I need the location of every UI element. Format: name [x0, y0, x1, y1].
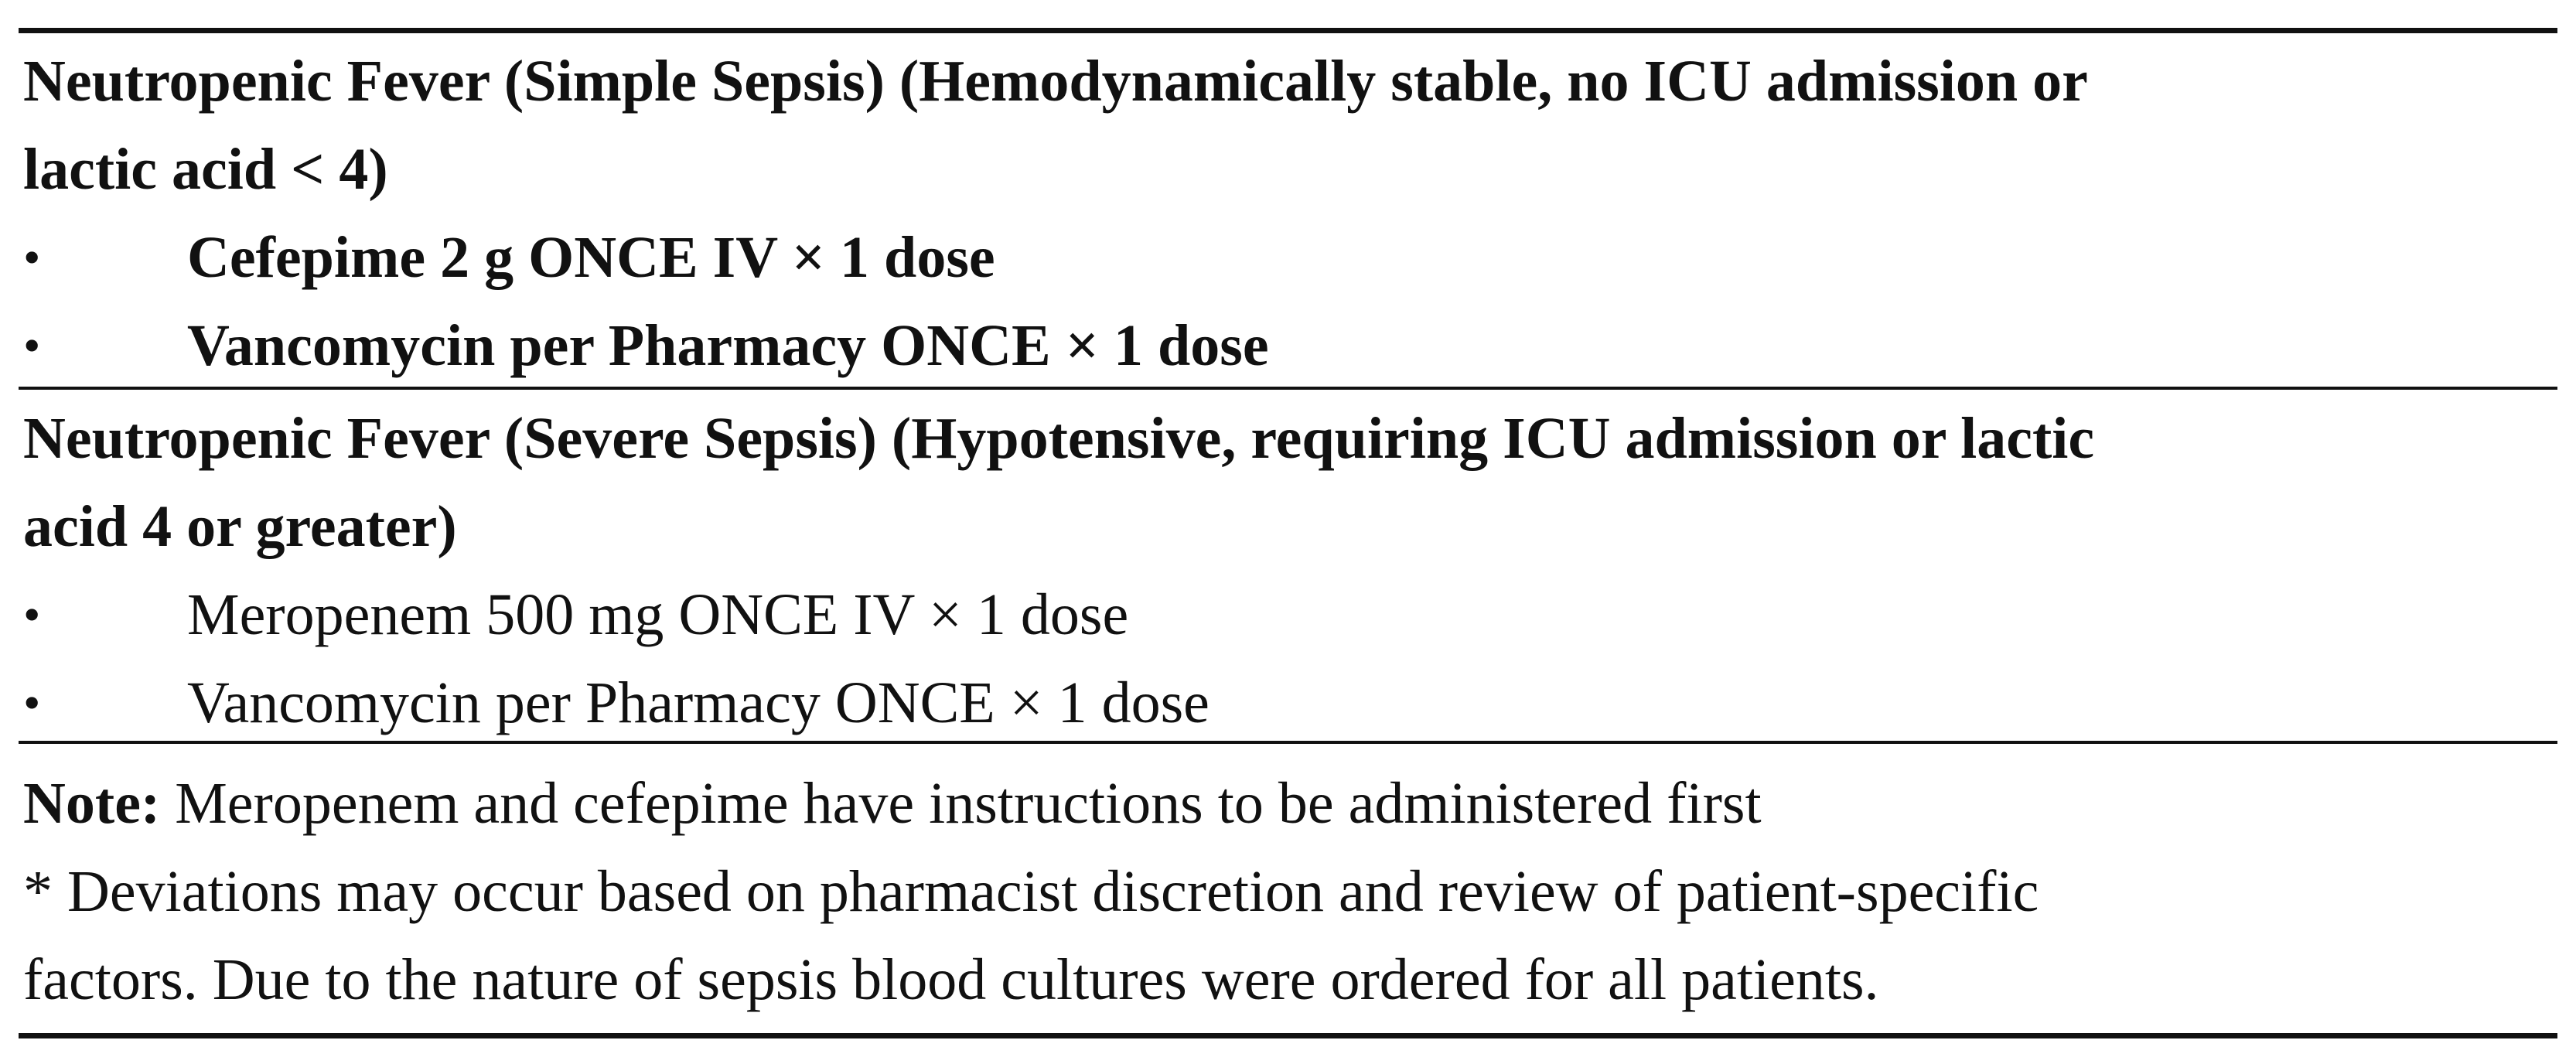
protocol-table [19, 0, 2557, 1064]
bottom-rule [19, 1033, 2557, 1038]
section-divider [19, 741, 2557, 744]
severe-sepsis-heading-line-1: Neutropenic Fever (Severe Sepsis) (Hypotensive, requiring ICU admission or lactic [23, 406, 2095, 471]
bullet-icon: • [23, 587, 41, 642]
bullet-icon: • [23, 675, 41, 730]
footnote-line-1: * Deviations may occur based on pharmacist discretion and review of patient-specific [23, 859, 2039, 924]
bullet-icon: • [23, 230, 41, 285]
bullet-icon: • [23, 318, 41, 373]
severe-sepsis-item-meropenem: Meropenem 500 mg ONCE IV × 1 dose [187, 582, 1129, 647]
note-line [23, 761, 1762, 846]
footnote-line-2: factors. Due to the nature of sepsis blood cultures were ordered for all patients. [23, 947, 1879, 1012]
note-label: Note: [23, 771, 161, 836]
severe-sepsis-item-vancomycin: Vancomycin per Pharmacy ONCE × 1 dose [187, 670, 1210, 735]
simple-sepsis-heading-line-1: Neutropenic Fever (Simple Sepsis) (Hemodynamically stable, no ICU admission or [23, 49, 2088, 114]
simple-sepsis-item-cefepime: Cefepime 2 g ONCE IV × 1 dose [187, 225, 995, 290]
simple-sepsis-heading-line-2: lactic acid < 4) [23, 137, 388, 202]
note-text: Meropenem and cefepime have instructions to be administered first [160, 771, 1762, 836]
top-rule [19, 28, 2557, 33]
severe-sepsis-heading-line-2: acid 4 or greater) [23, 494, 457, 559]
simple-sepsis-item-vancomycin: Vancomycin per Pharmacy ONCE × 1 dose [187, 313, 1269, 378]
section-divider [19, 387, 2557, 390]
